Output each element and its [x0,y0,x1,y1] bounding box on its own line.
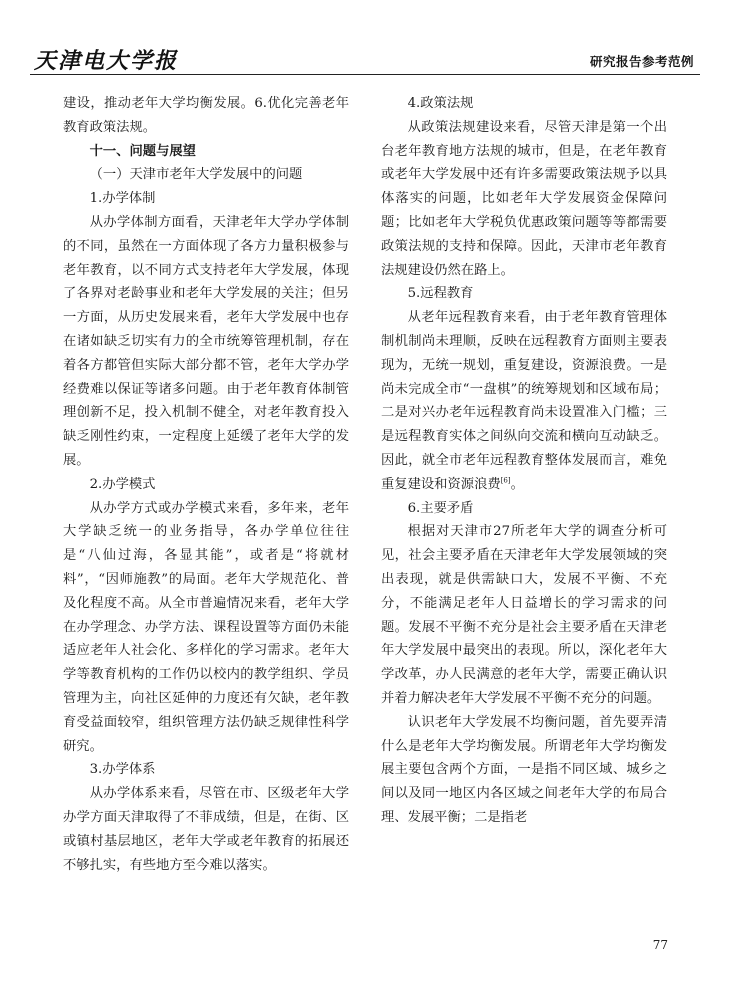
paragraph-5 [381,306,667,496]
heading-2: 2.办学模式 [89,476,156,492]
paragraph-7: 认识老年大学发展不均衡问题，首先要弄清什么是老年大学均衡发展。所谓老年大学均衡发展主要包含两个方面，一是指不同区域、城乡之间以及同一地区内各区域之间老年大学的布局合理、发展平衡；二是指老 [381,714,667,825]
citation-6: [6] [500,476,511,485]
right-column [381,92,667,830]
subsection-heading: （一）天津市老年大学发展中的问题 [89,167,303,183]
section-heading: 十一、问题与展望 [89,143,196,159]
section-label: 研究报告参考范例 [589,54,694,69]
journal-masthead: 天津电大学报 [34,48,179,74]
paragraph-5-text: 从老年远程教育来看，由于老年教育管理体制机制尚未理顺，反映在远程教育方面则主要表现为，无统一规划，重复建设，资源浪费。一是尚未完成全市“一盘棋”的统筹规划和区域布局；二是对兴办老年远程教育尚未设置准入门槛；三是远程教育实体之间纵向交流和横向互动缺乏。因此，就全市老年远程教育整体发展而言，难免重复建设和资源浪费 [381,310,667,492]
paragraph-3: 从办学体系来看，尽管在市、区级老年大学办学方面天津取得了不菲成绩，但是，在街、区或镇村基层地区，老年大学或老年教育的拓展还不够扎实，有些地方至今难以落实。 [63,786,349,873]
heading-3: 3.办学体系 [89,762,156,778]
page-header [0,0,730,78]
left-column [63,92,349,877]
heading-1: 1.办学体制 [89,191,156,207]
heading-4: 4.政策法规 [407,96,474,111]
paragraph-6: 根据对天津市27所老年大学的调查分析可见，社会主要矛盾在天津老年大学发展领域的突出表现，就是供需缺口大，发展不平衡、不充分，不能满足老年人日益增长的学习需求的问题。发展不平衡不充分是社会主要矛盾在天津老年大学发展中最突出的表现。所以，深化老年大学改革，办人民满意的老年大学，需要正确认识并着力解决老年大学发展不平衡不充分的问题。 [381,524,667,706]
paragraph-4: 从政策法规建设来看，尽管天津是第一个出台老年教育地方法规的城市，但是，在老年教育或老年大学发展中还有许多需要政策法规予以具体落实的问题，比如老年大学发展资金保障问题；比如老年大学税负优惠政策问题等等都需要政策法规的支持和保障。因此，天津市老年教育法规建设仍然在路上。 [381,119,667,278]
header-rule [30,74,700,75]
intro-paragraph: 建设，推动老年大学均衡发展。6.优化完善老年教育政策法规。 [63,96,349,135]
heading-5: 5.远程教育 [407,286,474,302]
paragraph-1: 从办学体制方面看，天津老年大学办学体制的不同，虽然在一方面体现了各方力量积极参与老年教育，以不同方式支持老年大学发展，体现了各界对老龄事业和老年大学发展的关注；但另一方面，从历史发展来看，老年大学发展中也存在诸如缺乏切实有力的全市统筹管理机制，存在着各方都管但实际大部分都不管，老年大学办学经费难以保证等诸多问题。由于老年教育体制管理创新不足，投入机制不健全，对老年教育投入缺乏刚性约束，一定程度上延缓了老年大学的发展。 [63,214,349,468]
heading-6: 6.主要矛盾 [407,500,474,516]
page-number: 77 [652,938,668,952]
paragraph-5-end: 。 [510,476,524,492]
paragraph-2: 从办学方式或办学模式来看，多年来，老年大学缺乏统一的业务指导，各办学单位往往是“八仙过海，各显其能”，或者是“将就材料”，“因师施教”的局面。老年大学规范化、普及化程度不高。从全市普遍情况来看，老年大学在办学理念、办学方法、课程设置等方面仍未能适应老年人社会化、多样化的学习需求。老年大学等教育机构的工作仍以校内的教学组织、学员管理为主，向社区延伸的力度还有欠缺，老年教育受益面较窄，组织管理方法仍缺乏规律性科学研究。 [63,500,349,754]
